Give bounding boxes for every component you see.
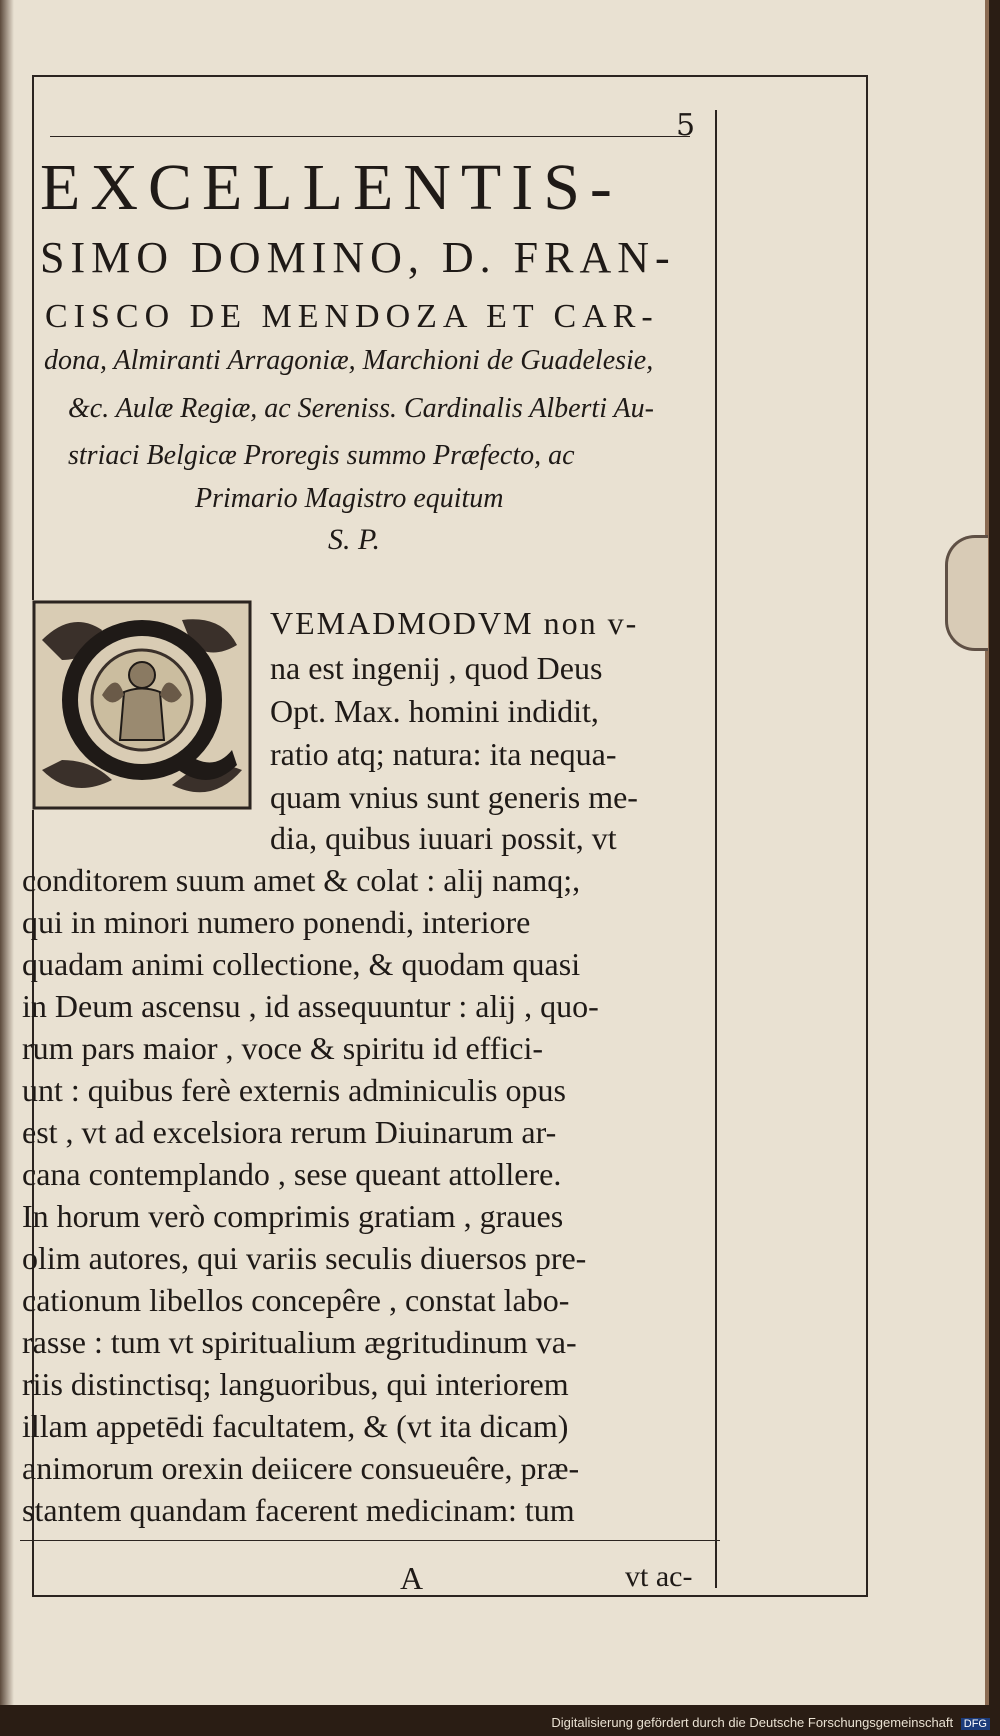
- body-line-16: olim autores, qui variis seculis diuersos pre-: [22, 1240, 587, 1276]
- dfg-logo-icon: DFG: [961, 1718, 990, 1730]
- body-line-4: ratio atq; natura: ita nequa-: [270, 736, 617, 772]
- body-line-12: unt : quibus ferè externis adminiculis opus: [22, 1072, 566, 1108]
- catchword: vt ac-: [625, 1560, 693, 1593]
- header-rule: [50, 136, 690, 137]
- credit-text: Digitalisierung gefördert durch die Deutsche Forschungsgemeinschaft: [551, 1715, 954, 1730]
- body-line-9: quadam animi collectione, & quodam quasi: [22, 946, 581, 982]
- body-line-8: qui in minori numero ponendi, interiore: [22, 904, 531, 940]
- dedication-line-5: S. P.: [328, 523, 380, 556]
- body-line-5: quam vnius sunt generis me-: [270, 779, 638, 815]
- dedication-line-2: &c. Aulæ Regiæ, ac Sereniss. Cardinalis Alberti Au-: [68, 393, 654, 424]
- body-line-6: dia, quibus iuuari possit, vt: [270, 820, 617, 856]
- body-line-1: VEMADMODVM non v-: [270, 605, 639, 641]
- body-line-17: cationum libellos concepêre , constat labo-: [22, 1282, 570, 1318]
- page-clip: [945, 535, 988, 651]
- title-line-1: EXCELLENTIS-: [40, 151, 622, 224]
- body-line-13: est , vt ad excelsiora rerum Diuinarum ar-: [22, 1114, 557, 1150]
- dedication-line-1: dona, Almiranti Arragoniæ, Marchioni de Guadelesie,: [44, 345, 654, 376]
- body-line-19: riis distinctisq; languoribus, qui interiorem: [22, 1366, 569, 1402]
- frame-inner-rule: [715, 110, 717, 1588]
- ornament-initial-icon: [32, 600, 252, 810]
- body-line-18: rasse : tum vt spiritualium ægritudinum va-: [22, 1324, 577, 1360]
- dedication-line-4: Primario Magistro equitum: [195, 483, 504, 514]
- body-line-22: stantem quandam facerent medicinam: tum: [22, 1492, 575, 1528]
- body-line-20: illam appetēdi facultatem, & (vt ita dicam): [22, 1408, 569, 1444]
- page-gutter-shadow: [0, 0, 14, 1705]
- digitization-credit: [551, 1715, 990, 1730]
- decorated-initial-q: [32, 600, 252, 810]
- signature-mark: A: [400, 1560, 424, 1596]
- footer-rule: [20, 1540, 720, 1541]
- dedication-line-3: striaci Belgicæ Proregis summo Præfecto, ac: [68, 440, 575, 471]
- body-line-3: Opt. Max. homini indidit,: [270, 693, 599, 729]
- title-line-3: CISCO DE MENDOZA ET CAR-: [45, 298, 659, 335]
- body-line-10: in Deum ascensu , id assequuntur : alij , quo-: [22, 988, 599, 1024]
- body-line-21: animorum orexin deiicere consueuêre, præ-: [22, 1450, 580, 1486]
- body-line-15: In horum verò comprimis gratiam , graues: [22, 1198, 564, 1234]
- body-line-11: rum pars maior , voce & spiritu id effici-: [22, 1030, 544, 1066]
- page-number: 5: [676, 108, 696, 143]
- body-line-7: conditorem suum amet & colat : alij namq;,: [22, 862, 581, 898]
- body-line-14: cana contemplando , sese queant attollere.: [22, 1156, 562, 1192]
- body-line-2: na est ingenij , quod Deus: [270, 650, 603, 686]
- title-line-2: SIMO DOMINO, D. FRAN-: [40, 233, 676, 282]
